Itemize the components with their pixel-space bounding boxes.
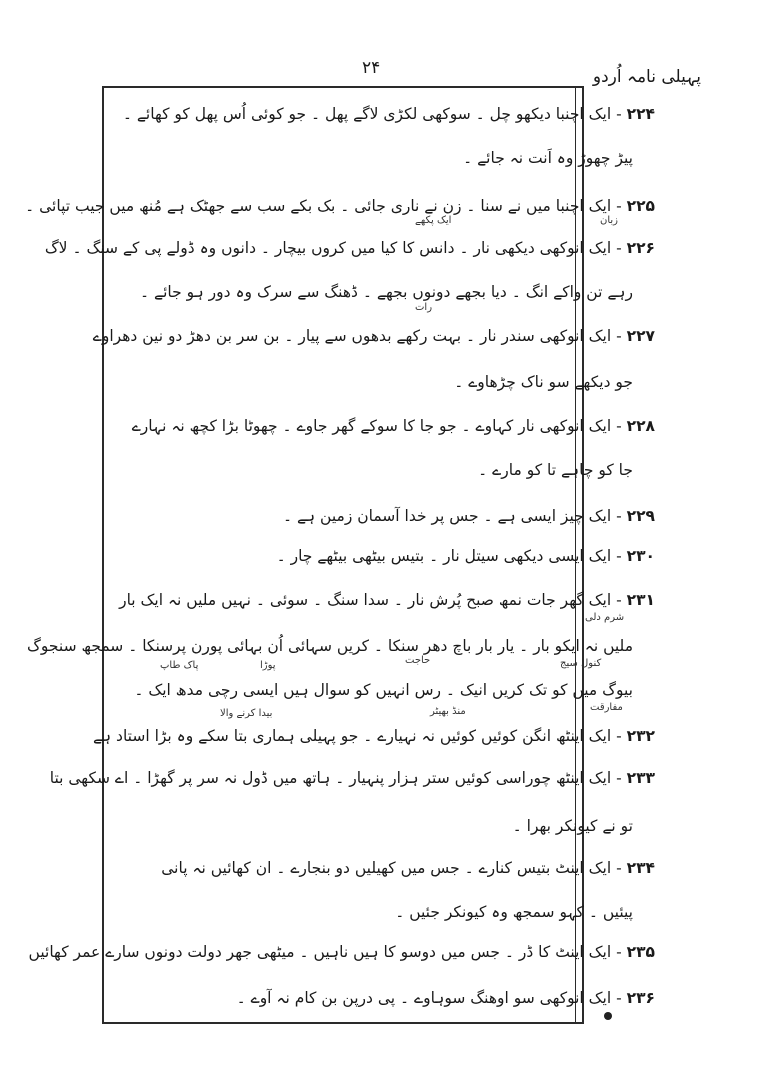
riddle-number: ۲۳۰ bbox=[626, 547, 655, 565]
riddle-text: بیوگ میں کو تک کریں انیک ۔ رس انہیں کو سوال ہیں ایسی رچی مدھ ایک ۔ bbox=[134, 681, 633, 699]
riddle-line bbox=[161, 858, 655, 878]
riddle-number: ۲۲۵ bbox=[626, 197, 655, 215]
riddle-line bbox=[50, 768, 655, 788]
riddle-text: رہے تن واکے انگ ۔ دیا بجھے دونوں بجھے ۔ ڈھنگ سے سرک وہ دور ہو جائے ۔ bbox=[140, 283, 633, 301]
riddle-line bbox=[27, 636, 633, 656]
riddle-text: - ایک اچنبا دیکھو چل ۔ سوکھی لکڑی لاگے پھل ۔ جو کوئی اُس پھل کو کھائے ۔ bbox=[122, 105, 627, 123]
interlinear-gloss: پوڑا bbox=[260, 660, 276, 671]
riddle-number: ۲۲۶ bbox=[626, 239, 655, 257]
riddle-text: - ایک گھر جات نمھ صبح پُرش نار ۔ سدا سنگ ۔ سوئی ۔ نہیں ملیں نہ ایک بار bbox=[119, 591, 627, 609]
riddle-text: - ایک اچنبا میں نے سنا ۔ زن نے ناری جائی ۔ بک بکے سب سے جھٹک ہے مُنھ میں جیب تپائی ۔ bbox=[25, 197, 627, 215]
riddle-line bbox=[237, 988, 655, 1008]
riddle-line bbox=[29, 942, 655, 962]
interlinear-gloss: مفارقت bbox=[590, 702, 623, 713]
riddle-number: ۲۲۷ bbox=[626, 327, 655, 345]
riddle-line bbox=[283, 506, 655, 526]
interlinear-gloss: زبان bbox=[600, 215, 619, 226]
interlinear-gloss: رات bbox=[415, 302, 433, 313]
riddle-text: - ایک انوکھی سو اوھنگ سوہاوے ۔ پی درپن بن کام نہ آوے ۔ bbox=[236, 989, 627, 1007]
interlinear-gloss: پاک طاپ bbox=[160, 660, 199, 671]
riddle-line bbox=[132, 416, 655, 436]
riddle-number: ۲۳۶ bbox=[626, 989, 655, 1007]
riddle-number: ۲۳۱ bbox=[626, 591, 655, 609]
riddle-line bbox=[134, 680, 633, 700]
interlinear-gloss: ایک پکھے bbox=[415, 215, 452, 226]
riddle-number: ۲۳۲ bbox=[626, 727, 655, 745]
riddle-number: ۲۳۵ bbox=[626, 943, 655, 961]
riddle-number: ۲۳۳ bbox=[626, 769, 655, 787]
riddle-text: - ایک ایسی دیکھی سیتل نار ۔ بتیس بیٹھی بیٹھے چار ۔ bbox=[276, 547, 627, 565]
riddle-number: ۲۲۴ bbox=[626, 105, 655, 123]
riddle-line bbox=[119, 590, 655, 610]
riddle-number: ۲۳۴ bbox=[626, 859, 655, 877]
riddle-text: - ایک اینٹ بتیس کنارے ۔ جس میں کھیلیں دو بنجارے ۔ ان کھائیں نہ پانی bbox=[161, 859, 627, 877]
riddle-line bbox=[123, 104, 655, 124]
riddle-text: پیڑ چھوڑ وہ اَنت نہ جائے ۔ bbox=[463, 149, 633, 167]
riddle-line bbox=[454, 372, 633, 392]
riddle-text: پیئیں ۔ کہو سمجھ وہ کیونکر جئیں ۔ bbox=[395, 903, 633, 921]
interlinear-gloss: شرم دلی bbox=[585, 612, 625, 623]
interlinear-gloss: کنول سیج bbox=[560, 658, 602, 669]
riddle-line bbox=[463, 148, 633, 168]
riddle-line bbox=[45, 238, 655, 258]
riddle-text: - ایک انوکھی نار کہاوے ۔ جو جا کا سوکے گھر جاوے ۔ چھوٹا بڑا کچھ نہ نہارے bbox=[131, 417, 627, 435]
page-number: ۲۴ bbox=[362, 58, 381, 78]
book-title: پہیلی نامہ اُردو bbox=[592, 67, 701, 87]
riddle-text: جو دیکھے سو ناک چڑھاوے ۔ bbox=[454, 373, 633, 391]
ink-dot bbox=[604, 1012, 612, 1020]
riddle-line bbox=[277, 546, 655, 566]
riddle-line bbox=[478, 460, 633, 480]
interlinear-gloss: منڈ بھیٹر bbox=[430, 706, 466, 717]
riddle-text: - ایک انوکھی دیکھی نار ۔ دانس کا کیا میں کروں بیچار ۔ دانوں وہ ڈولے پی کے سنگ ۔ لاگ bbox=[44, 239, 627, 257]
riddle-number: ۲۲۸ bbox=[626, 417, 655, 435]
riddle-text: تو نے کیونکر بھرا ۔ bbox=[512, 817, 633, 835]
interlinear-gloss: بیدا کرنے والا bbox=[220, 708, 273, 719]
riddle-number: ۲۲۹ bbox=[626, 507, 655, 525]
riddle-line bbox=[395, 902, 633, 922]
riddle-line bbox=[93, 326, 655, 346]
riddle-line bbox=[513, 816, 633, 836]
riddle-line bbox=[140, 282, 633, 302]
riddle-text: - ایک اینٹھ انگن کوئیں کوئیں نہ نہیارے ۔ جو پہیلی ہماری بتا سکے وہ بڑا استاد ہے bbox=[92, 727, 627, 745]
riddle-text: - ایک اینٹھ چوراسی کوئیں ستر ہزار پنہیار ۔ ہاتھ میں ڈول نہ سر پر گھڑا ۔ اے سکھی بتا bbox=[49, 769, 627, 787]
riddle-text: - ایک اینٹ کا ڈر ۔ جس میں دوسو کا ہیں ناہیں ۔ میٹھی جھر دولت دونوں سارے عمر کھائیں bbox=[28, 943, 627, 961]
riddle-line bbox=[93, 726, 655, 746]
riddle-text: - ایک انوکھی سندر نار ۔ بہت رکھے بدھوں سے پیار ۔ بن سر بن دھڑ دو نین دھراوے bbox=[92, 327, 627, 345]
riddle-text: جا کو چاہے تا کو مارے ۔ bbox=[478, 461, 633, 479]
riddle-text: - ایک چیز ایسی ہے ۔ جس پر خدا آسمان زمین ہے ۔ bbox=[282, 507, 627, 525]
riddle-text: ملیں نہ ایکو بار ۔ یار بار باچ دھر سنکا ۔ کریں سہائی اُن بہائی پورن پرسنکا ۔ سمجھ سنجوگ bbox=[27, 637, 633, 655]
riddle-line bbox=[25, 196, 655, 216]
interlinear-gloss: حاجت bbox=[405, 655, 431, 666]
